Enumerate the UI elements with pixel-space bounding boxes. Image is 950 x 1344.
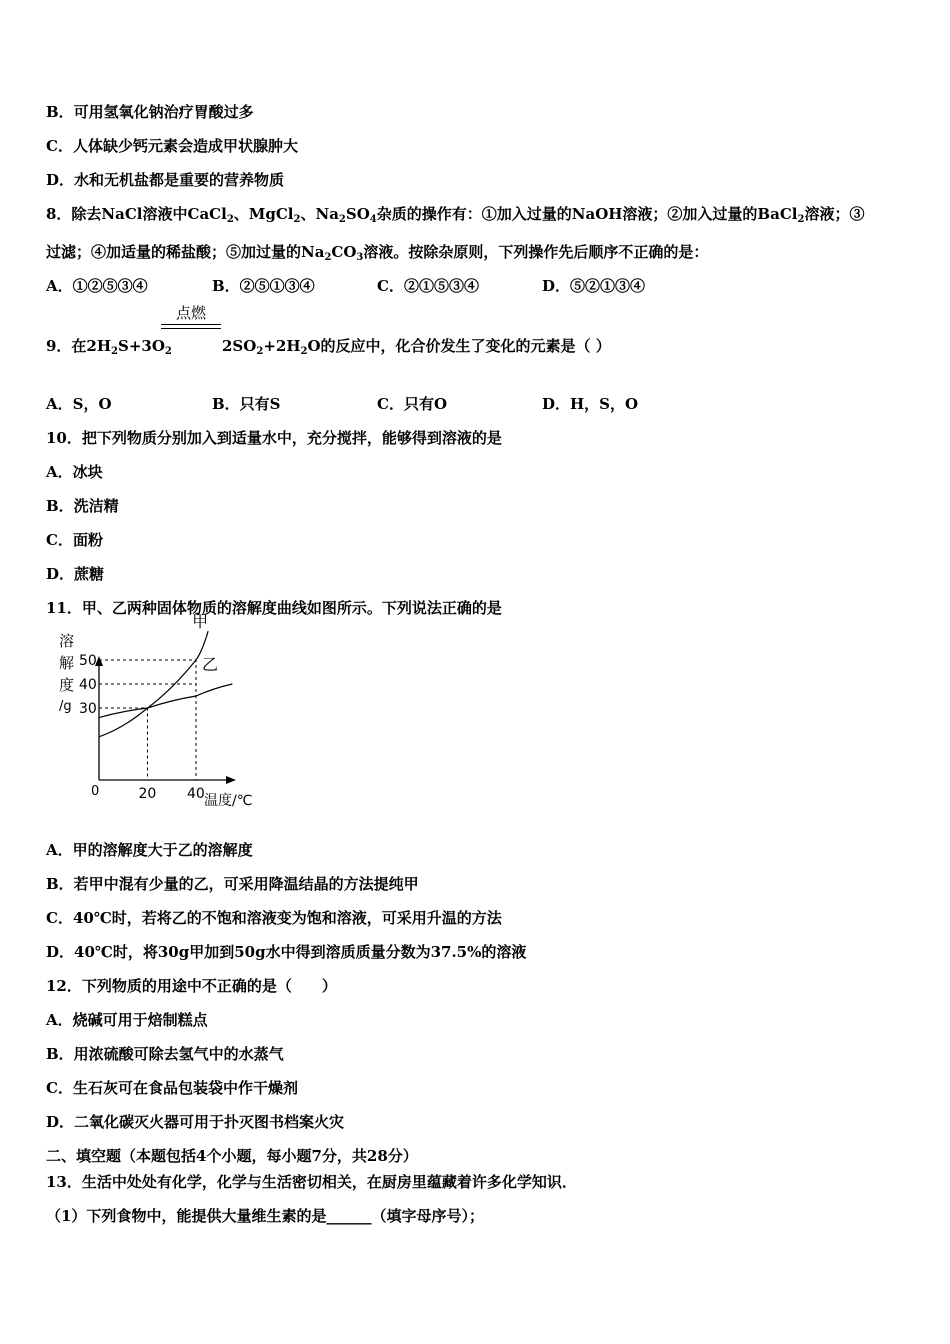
y-tick-label-30: 30 — [79, 701, 97, 717]
guide-20c-30g — [99, 708, 148, 780]
origin-label: 0 — [91, 784, 100, 799]
q9-stem: 9．在$2H_2S+3O_2$ — [46, 337, 172, 357]
q11-stem: 11．甲、乙两种固体物质的溶解度曲线如图所示。下列说法正确的是 — [46, 599, 502, 617]
q10-option-d: D．蔗糖 — [46, 565, 105, 583]
q11-option-a: A．甲的溶解度大于乙的溶解度 — [46, 841, 253, 859]
y-tick-label-50: 50 — [79, 653, 97, 669]
x-axis-arrow — [226, 776, 236, 784]
q11-option-c: C．40℃时，若将乙的不饱和溶液变为饱和溶液，可采用升温的方法 — [46, 909, 502, 927]
x-axis-label: 温度/℃ — [204, 793, 253, 809]
q11-option-b: B．若甲中混有少量的乙，可采用降温结晶的方法提纯甲 — [46, 875, 419, 893]
q8-stem-line2: 过滤；④加适量的稀盐酸；⑤加过量的$Na_2CO_3$溶液。按除杂原则，下列操作先后顺序不正确的是： — [46, 243, 709, 263]
reaction-equals-sign — [161, 324, 221, 329]
q8-option-b: B．②⑤①③④ — [212, 277, 315, 295]
solubility-chart — [55, 612, 270, 818]
q7-option-d: D．水和无机盐都是重要的营养物质 — [46, 171, 285, 189]
q9-option-c: C．只有O — [377, 395, 448, 413]
q10-option-b: B．洗洁精 — [46, 497, 119, 515]
q8-option-c: C．②①⑤③④ — [377, 277, 479, 295]
q7-option-c: C．人体缺少钙元素会造成甲状腺肿大 — [46, 137, 298, 155]
q9-option-d: D．H，S，O — [542, 395, 639, 413]
x-tick-label-40: 40 — [187, 786, 205, 802]
q9-option-b: B．只有S — [212, 395, 281, 413]
q12-option-d: D．二氧化碳灭火器可用于扑灭图书档案火灾 — [46, 1113, 345, 1131]
q10-stem: 10．把下列物质分别加入到适量水中，充分搅拌，能够得到溶液的是 — [46, 429, 502, 447]
x-tick-label-20: 20 — [138, 786, 157, 802]
reaction-condition: 点燃 — [175, 304, 206, 322]
q13-stem: 13．生活中处处有化学，化学与生活密切相关，在厨房里蕴藏着许多化学知识． — [46, 1173, 577, 1191]
series-label-yi: 乙 — [202, 655, 219, 674]
q12-option-b: B．用浓硫酸可除去氢气中的水蒸气 — [46, 1045, 284, 1063]
chart-plot-area — [79, 612, 232, 802]
q8-option-a: A．①②⑤③④ — [46, 277, 148, 295]
q12-option-a: A．烧碱可用于焙制糕点 — [46, 1011, 208, 1029]
q11-option-d: D．40℃时，将30g甲加到50g水中得到溶质质量分数为37.5%的溶液 — [46, 943, 527, 961]
q8-stem-line1: 8．除去NaCl溶液中CaCl$_2$、MgCl$_2$、$Na_2SO_4$杂质的操作有：①加入过量的NaOH溶液；②加入过量的BaCl$_2$溶液；③ — [46, 205, 865, 225]
y-axis-label-2: 度 — [59, 676, 75, 694]
q10-option-a: A．冰块 — [46, 463, 103, 481]
series-label-jia: 甲 — [192, 612, 209, 632]
y-tick-label-40: 40 — [79, 677, 97, 693]
q13-part1: （1）下列食物中，能提供大量维生素的是______（填字母序号）； — [46, 1207, 484, 1225]
q7-option-b: B．可用氢氧化钠治疗胃酸过多 — [46, 103, 254, 121]
q9-option-a: A．S，O — [46, 395, 112, 413]
section-title: 二、填空题（本题包括4个小题，每小题7分，共28分） — [46, 1147, 418, 1165]
y-axis-label-1: 解 — [59, 654, 75, 672]
series-yi-curve — [99, 684, 232, 718]
q12-stem: 12．下列物质的用途中不正确的是（ ） — [46, 977, 337, 995]
y-axis-label-3: /g — [59, 699, 72, 714]
q12-option-c: C．生石灰可在食品包装袋中作干燥剂 — [46, 1079, 298, 1097]
q8-option-d: D．⑤②①③④ — [542, 277, 646, 295]
y-axis-label-0: 溶 — [59, 632, 75, 650]
q10-option-c: C．面粉 — [46, 531, 103, 549]
q9-stem-rest: $2SO_2+2H_2O$的反应中，化合价发生了变化的元素是（ ） — [222, 337, 611, 357]
